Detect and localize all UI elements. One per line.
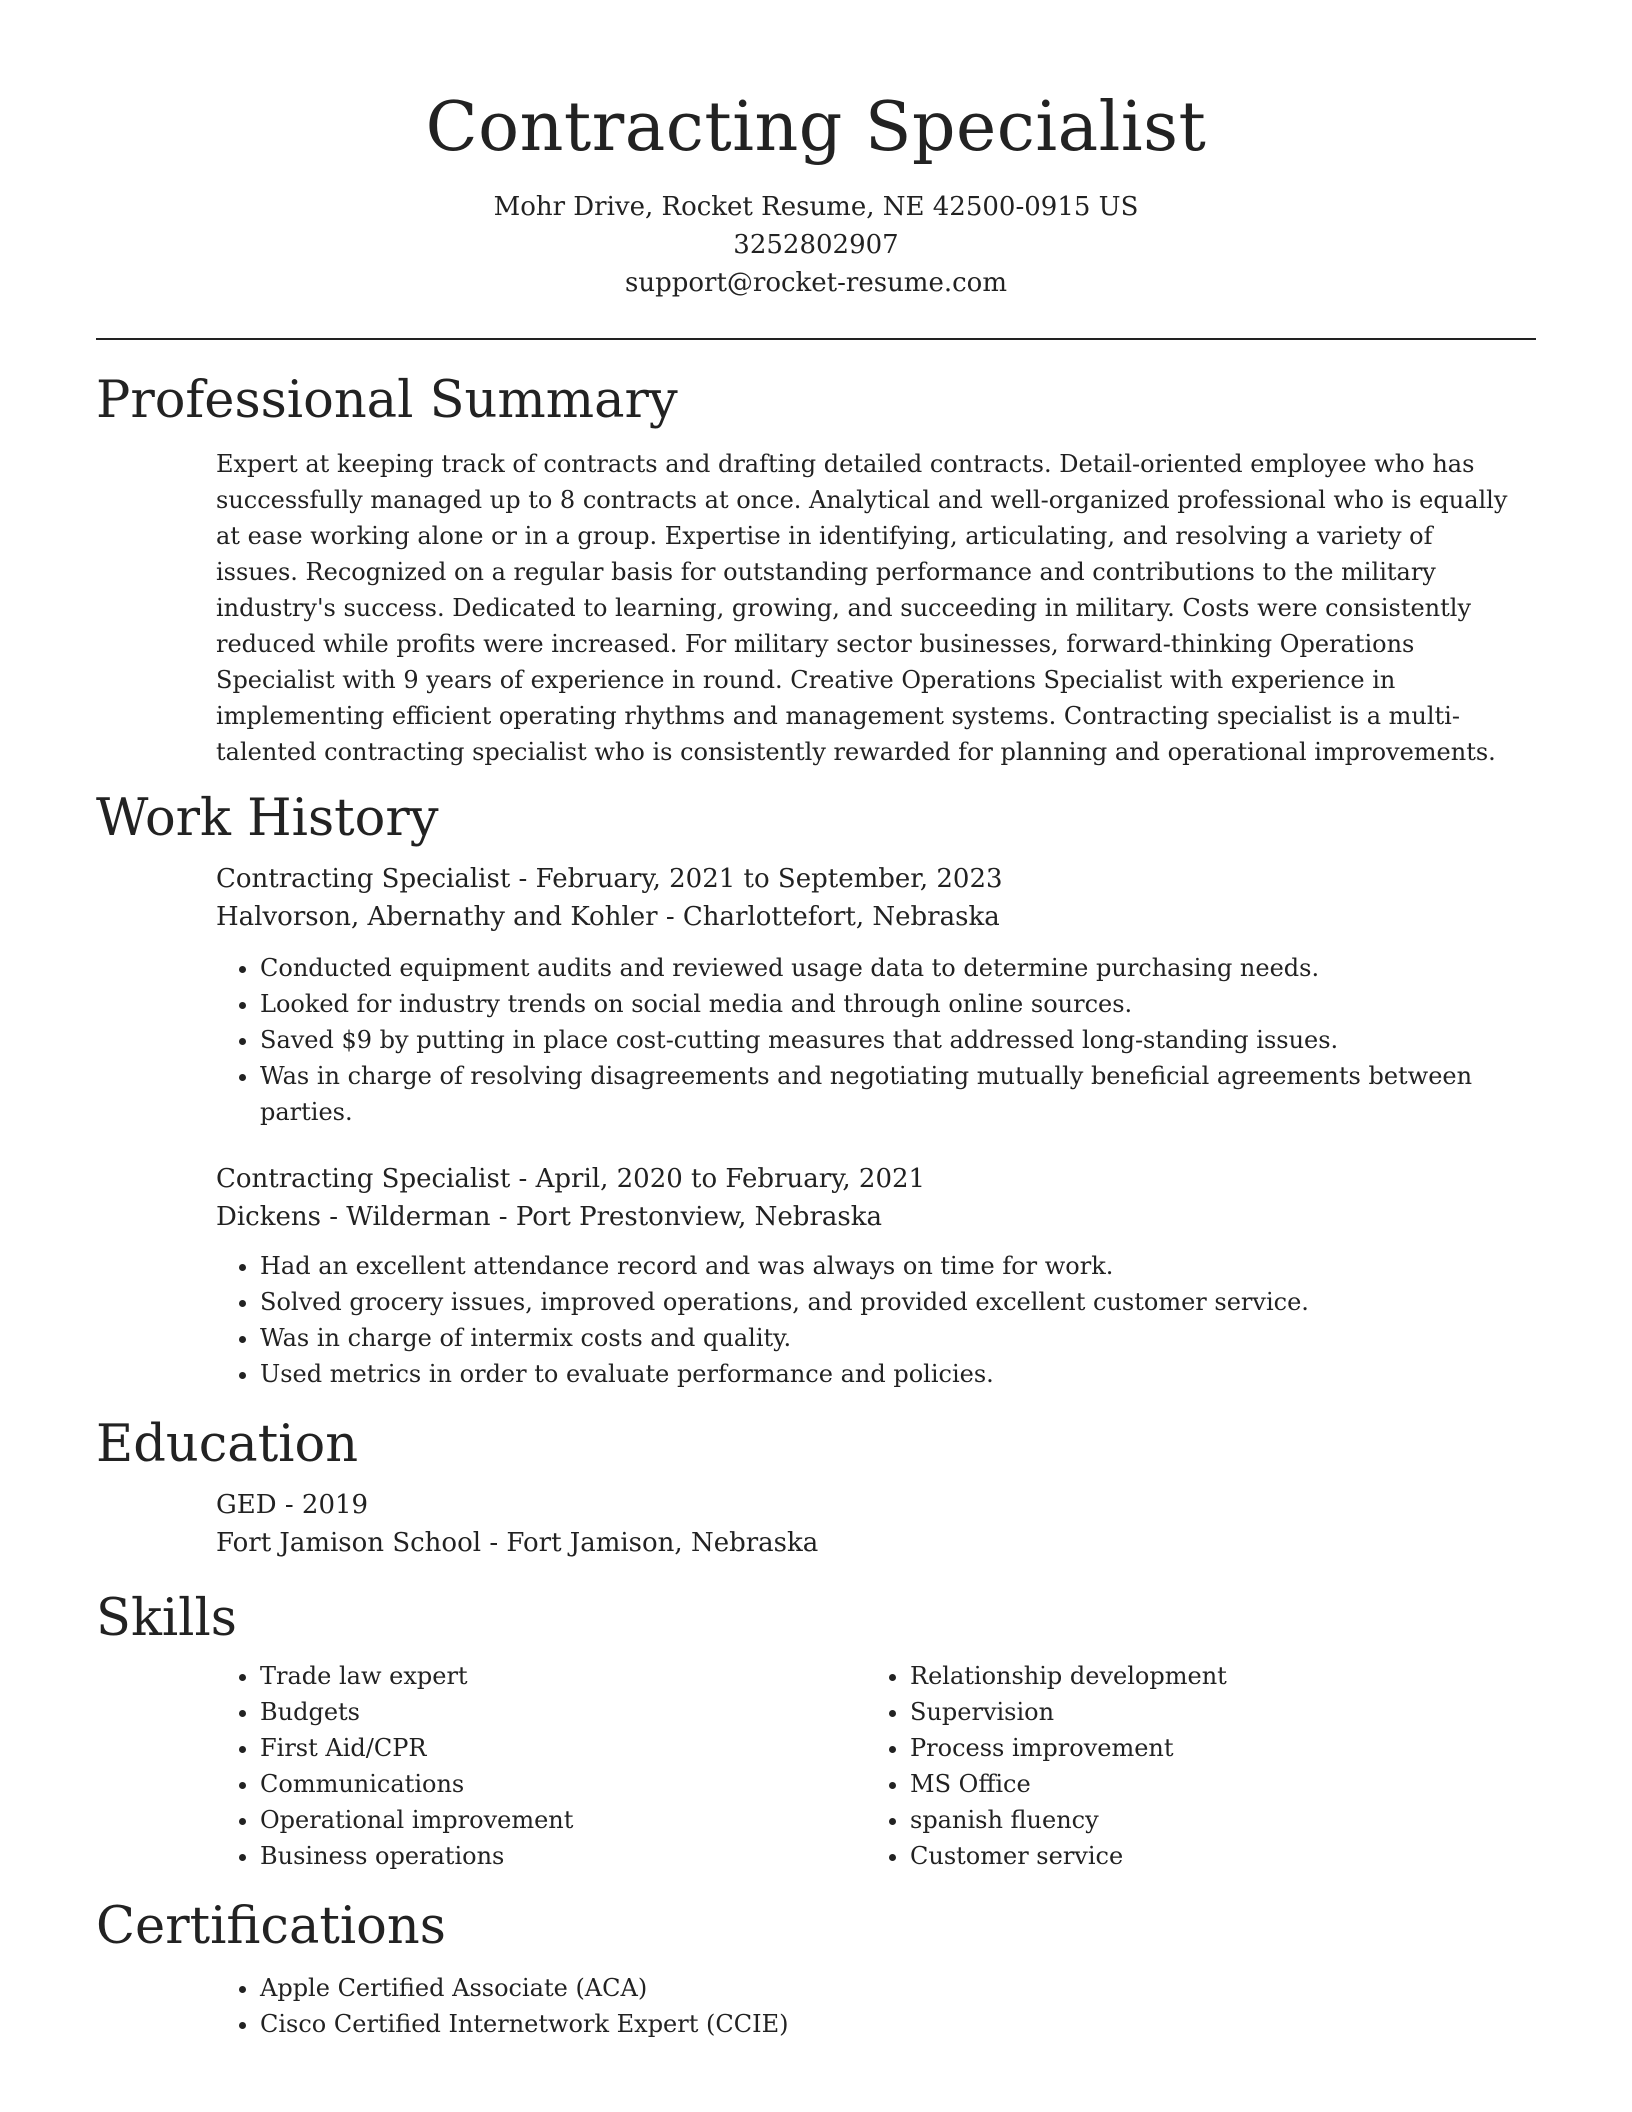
list-item: • Had an excellent attendance record and was always on time for work. (260, 1248, 1536, 1284)
summary-text: Expert at keeping track of contracts and drafting detailed contracts. Detail-oriented employee who has successfully managed up to 8 contracts at once. Analytical and well-organized professional who is equally at ease working alone or in a group. Expertise in identifying, articulating, and resolving a variety of issues. Recognized on a regular basis for outstanding performance and contributions to the military industry's success. Dedicated to learning, growing, and succeeding in military. Costs were consistently reduced while profits were increased. For military sector businesses, forward-thinking Operations Specialist with 9 years of experience in round. Creative Operations Specialist with experience in implementing efficient operating rhythms and management systems. Contracting specialist is a multi-talented contracting specialist who is consistently rewarded for planning and operational improvements. (216, 450, 1508, 766)
summary-section (96, 370, 1536, 770)
education-entry (216, 1486, 1536, 1562)
degree: GED (216, 1490, 277, 1520)
skill-item: • Communications (260, 1766, 866, 1802)
school-location: - Fort Jamison, Nebraska (481, 1528, 819, 1558)
list-item: • Was in charge of intermix costs and quality. (260, 1320, 1536, 1356)
job-entry (216, 860, 1536, 1130)
certifications-list (216, 1970, 1536, 2042)
list-item: • Saved $9 by putting in place cost-cutting measures that addressed long-standing issues. (260, 1022, 1536, 1058)
certifications-list-wrap (216, 1970, 1536, 2042)
list-item: • Was in charge of resolving disagreements and negotiating mutually beneficial agreements between parties. (260, 1058, 1536, 1130)
job-dates: - April, 2020 to February, 2021 (510, 1164, 926, 1194)
job-company-line (216, 898, 1536, 936)
job-title-line (216, 1160, 1536, 1198)
skill-item: • Relationship development (910, 1658, 1516, 1694)
resume-page (96, 0, 1536, 2042)
list-item: • Conducted equipment audits and reviewed usage data to determine purchasing needs. (260, 950, 1536, 986)
certifications-heading: Certifications (96, 1897, 446, 1956)
skill-item: • MS Office (910, 1766, 1516, 1802)
skill-item: • spanish fluency (910, 1802, 1516, 1838)
list-item: • Solved grocery issues, improved operations, and provided excellent customer service. (260, 1284, 1536, 1320)
header-divider (96, 338, 1536, 340)
skills-list (866, 1658, 1516, 1874)
work-history-section (96, 788, 1536, 1392)
skill-item: • Supervision (910, 1694, 1516, 1730)
skill-item: • Trade law expert (260, 1658, 866, 1694)
job-dates: - February, 2021 to September, 2023 (510, 864, 1003, 894)
certifications-section (96, 1896, 1536, 2042)
job-company: Halvorson, Abernathy and Kohler (216, 902, 658, 932)
skill-item: • Operational improvement (260, 1802, 866, 1838)
skills-column-right (866, 1658, 1516, 1874)
certification-item: • Cisco Certified Internetwork Expert (CCIE) (260, 2006, 1536, 2042)
job-bullets (216, 1248, 1536, 1392)
degree-line (216, 1486, 1536, 1524)
education-heading: Education (96, 1415, 359, 1474)
skills-column-left (216, 1658, 866, 1874)
list-item: • Used metrics in order to evaluate performance and policies. (260, 1356, 1536, 1392)
job-location: - Port Prestonview, Nebraska (490, 1202, 882, 1232)
resume-header (96, 0, 1536, 302)
skill-item: • Budgets (260, 1694, 866, 1730)
phone: 3252802907 (733, 230, 899, 260)
job-location: - Charlottefort, Nebraska (657, 902, 1000, 932)
degree-year: - 2019 (276, 1490, 369, 1520)
skill-item: • Customer service (910, 1838, 1516, 1874)
skill-item: • Process improvement (910, 1730, 1516, 1766)
school-line (216, 1524, 1536, 1562)
job-bullets (216, 950, 1536, 1130)
skills-section (96, 1588, 1536, 1874)
job-title-line (216, 860, 1536, 898)
job-role: Contracting Specialist (216, 864, 511, 894)
certification-item: • Apple Certified Associate (ACA) (260, 1970, 1536, 2006)
skill-item: • First Aid/CPR (260, 1730, 866, 1766)
job-company-line (216, 1198, 1536, 1236)
skills-list (216, 1658, 866, 1874)
contact-info (96, 188, 1536, 302)
summary-heading: Professional Summary (96, 371, 678, 430)
email: support@rocket-resume.com (624, 268, 1007, 298)
skills-heading: Skills (96, 1589, 237, 1648)
work-history-heading: Work History (96, 789, 439, 848)
job-company: Dickens - Wilderman (216, 1202, 491, 1232)
skills-columns (216, 1658, 1536, 1874)
skill-item: • Business operations (260, 1838, 866, 1874)
education-section (96, 1414, 1536, 1562)
job-role: Contracting Specialist (216, 1164, 511, 1194)
job-entry (216, 1160, 1536, 1392)
school-name: Fort Jamison School (216, 1528, 482, 1558)
candidate-name: Contracting Specialist (425, 88, 1207, 167)
list-item: • Looked for industry trends on social media and through online sources. (260, 986, 1536, 1022)
address: Mohr Drive, Rocket Resume, NE 42500-0915 US (493, 192, 1139, 222)
